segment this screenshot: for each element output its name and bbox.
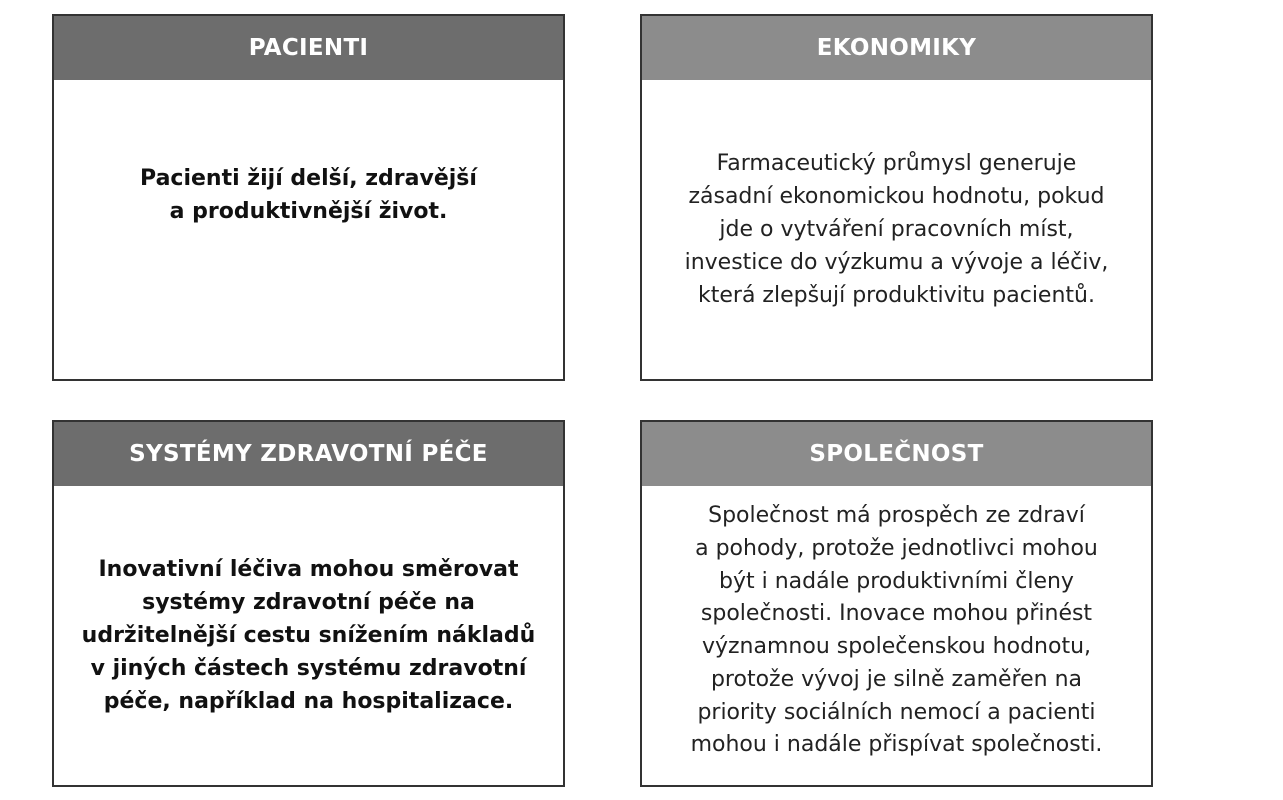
card-systemy-title: SYSTÉMY ZDRAVOTNÍ PÉČE — [54, 422, 563, 486]
card-systemy-text: Inovativní léčiva mohou směrovat systémy zdravotní péče na udržitelnější cestu snížením nákladů v jiných částech systému zdravotní péče, například na hospitalizace. — [81, 557, 536, 714]
card-ekonomiky-title: EKONOMIKY — [642, 16, 1151, 80]
card-systemy-body — [54, 486, 563, 785]
card-ekonomiky — [640, 14, 1153, 381]
card-ekonomiky-body — [642, 80, 1151, 379]
card-spolecnost-body — [642, 486, 1151, 785]
card-spolecnost-title: SPOLEČNOST — [642, 422, 1151, 486]
card-pacienti-title: PACIENTI — [54, 16, 563, 80]
card-spolecnost-text: Společnost má prospěch ze zdraví a pohody, protože jednotlivci mohou být i nadále produktivními členy společnosti. Inovace mohou přinést významnou společenskou hodnotu, protože vývoj je silně zaměřen na priority sociálních nemocí a pacienti mohou i nadále přispívat společnosti. — [690, 503, 1103, 758]
card-pacienti-body — [54, 80, 563, 379]
card-pacienti — [52, 14, 565, 381]
card-systemy — [52, 420, 565, 787]
card-ekonomiky-text: Farmaceutický průmysl generuje zásadní ekonomickou hodnotu, pokud jde o vytváření pracovních míst, investice do výzkumu a vývoje a léčiv, která zlepšují produktivitu pacientů. — [684, 151, 1109, 308]
card-pacienti-text: Pacienti žijí delší, zdravější a produktivnější život. — [140, 166, 477, 224]
card-spolecnost — [640, 420, 1153, 787]
